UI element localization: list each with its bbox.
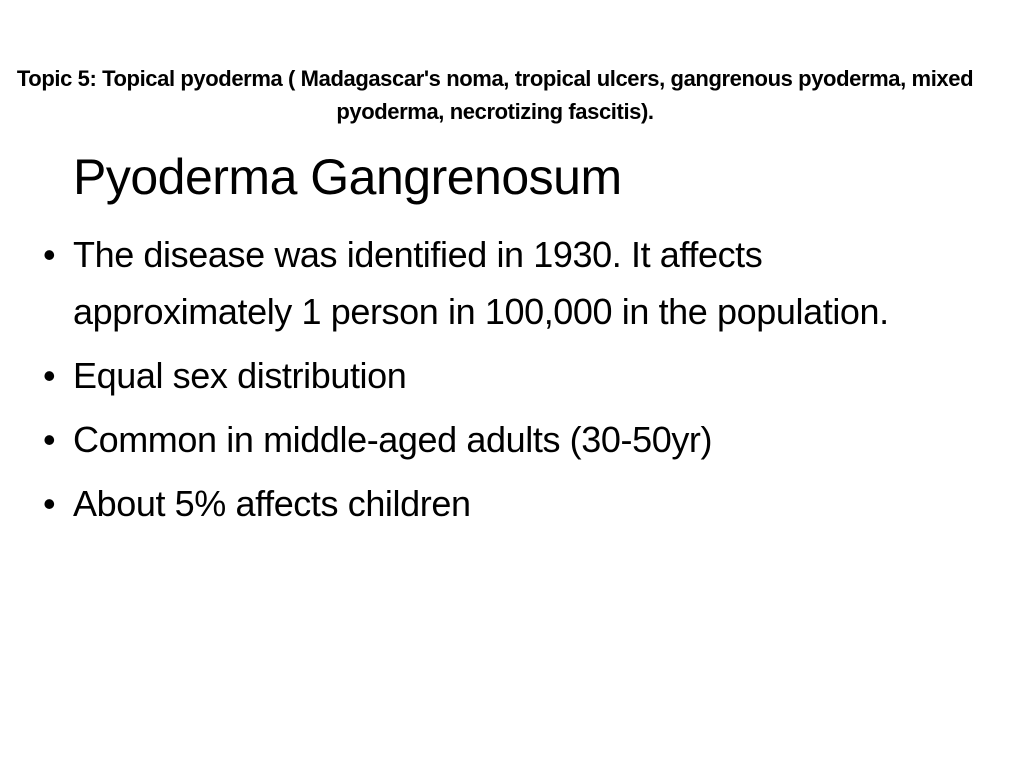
bullet-text: Equal sex distribution (73, 355, 407, 396)
topic-heading: Topic 5: Topical pyoderma ( Madagascar's noma, tropical ulcers, gangrenous pyoderma, mixed pyoderma, necrotizing fascitis). (16, 66, 974, 124)
bullet-icon: • (43, 419, 56, 460)
bullet-item-age (0, 411, 940, 468)
bullet-list (0, 226, 940, 539)
bullet-text: The disease was identified in 1930. It affects approximately 1 person in 100,000 in the population. (73, 234, 889, 332)
bullet-item-sex-distribution (0, 347, 940, 404)
bullet-icon: • (43, 355, 56, 396)
slide-title: Pyoderma Gangrenosum (73, 149, 622, 205)
bullet-text: About 5% affects children (73, 483, 471, 524)
bullet-item-identified (0, 226, 940, 340)
bullet-icon: • (43, 483, 56, 524)
bullet-item-children (0, 475, 940, 532)
bullet-text: Common in middle-aged adults (30-50yr) (73, 419, 713, 460)
bullet-icon: • (43, 234, 56, 275)
